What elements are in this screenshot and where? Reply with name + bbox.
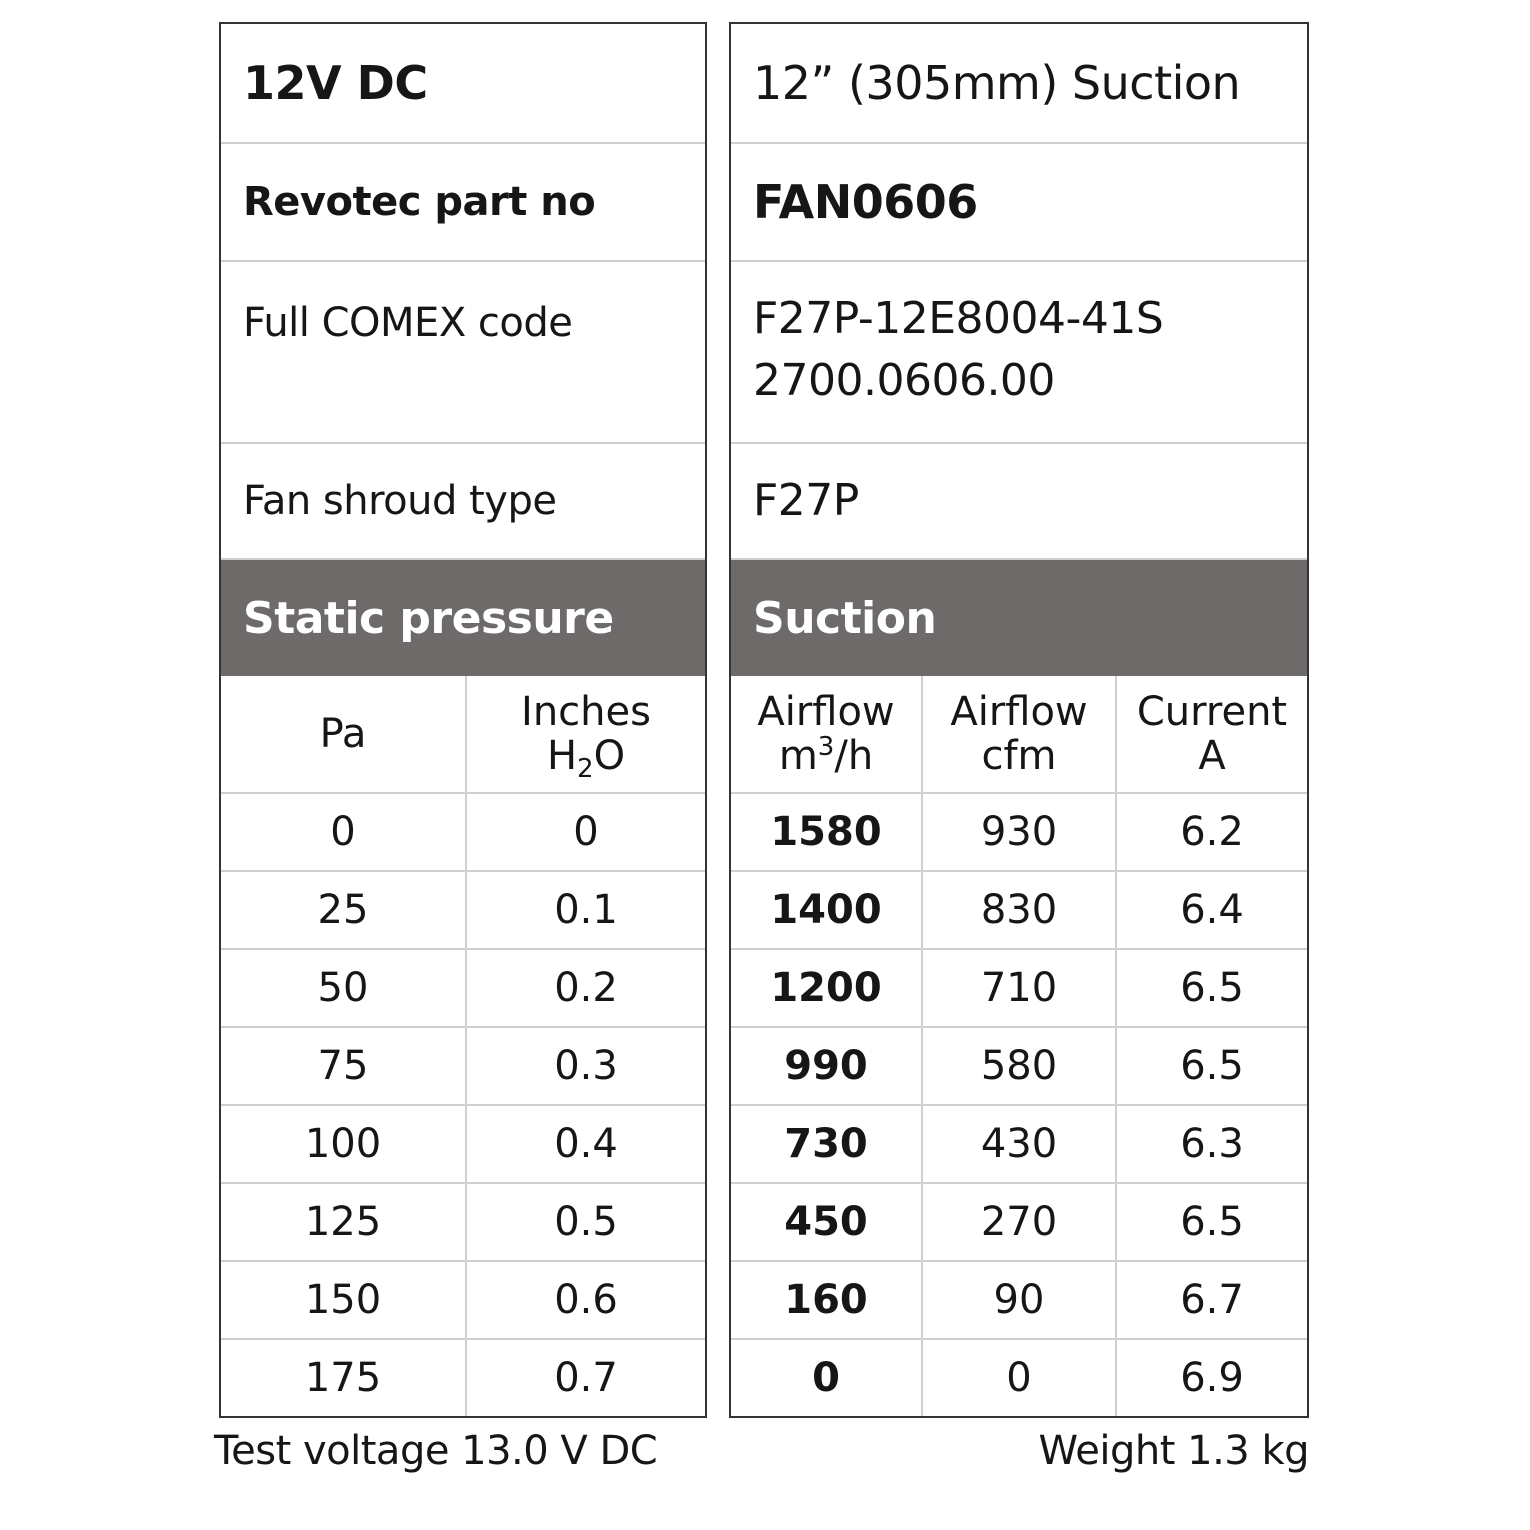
shroud-label: Fan shroud type — [243, 478, 557, 524]
table-row — [221, 1028, 705, 1106]
airflow-cfm-cell: 830 — [921, 872, 1115, 948]
inches-h2o-cell: 0.4 — [465, 1106, 705, 1182]
comex-label: Full COMEX code — [243, 300, 573, 346]
static-pressure-header — [221, 560, 705, 676]
current-cell: 6.5 — [1115, 1028, 1307, 1104]
table-row — [221, 1262, 705, 1340]
airflow-m3h-cell: 730 — [784, 1121, 868, 1167]
airflow-m3h-cell: 990 — [784, 1043, 868, 1089]
pa-cell: 175 — [304, 1355, 382, 1401]
column-header-airflow-cfm — [921, 676, 1115, 792]
voltage-title: 12V DC — [243, 56, 428, 110]
current-cell: 6.2 — [1115, 794, 1307, 870]
column-header-current — [1115, 676, 1307, 792]
column-header-inches-label: Inches — [521, 689, 651, 735]
airflow-cfm-label: Airflow — [950, 689, 1088, 735]
pa-cell: 125 — [304, 1199, 382, 1245]
airflow-m3h-cell: 450 — [784, 1199, 868, 1245]
inches-h2o-cell: 0.5 — [465, 1184, 705, 1260]
airflow-m3h-cell: 160 — [784, 1277, 868, 1323]
part-no-label: Revotec part no — [243, 179, 596, 225]
static-pressure-panel — [219, 22, 707, 1418]
unit-superscript: 3 — [817, 732, 835, 762]
airflow-cfm-cell: 580 — [921, 1028, 1115, 1104]
unit-per-hour: /h — [834, 733, 874, 779]
pa-cell: 25 — [317, 887, 369, 933]
inches-h2o-cell: 0 — [465, 794, 705, 870]
column-header-pa — [221, 676, 465, 792]
inches-h2o-cell: 0.1 — [465, 872, 705, 948]
suction-panel — [729, 22, 1309, 1418]
current-cell: 6.9 — [1115, 1340, 1307, 1416]
model-title: 12” (305mm) Suction — [753, 56, 1241, 110]
current-cell: 6.5 — [1115, 950, 1307, 1026]
table-row — [221, 1106, 705, 1184]
table-row — [731, 950, 1307, 1028]
current-cell: 6.7 — [1115, 1262, 1307, 1338]
inches-h2o-cell: 0.6 — [465, 1262, 705, 1338]
table-row — [731, 1028, 1307, 1106]
column-header-airflow-m3h — [731, 676, 921, 792]
airflow-m3h-unit — [779, 734, 873, 778]
table-row — [221, 950, 705, 1028]
suction-header — [731, 560, 1307, 676]
current-unit: A — [1198, 733, 1226, 779]
airflow-cfm-cell: 430 — [921, 1106, 1115, 1182]
airflow-cfm-unit: cfm — [981, 733, 1057, 779]
table-row — [731, 1262, 1307, 1340]
shroud-value: F27P — [753, 475, 859, 526]
pa-cell: 75 — [317, 1043, 369, 1089]
pa-cell: 150 — [304, 1277, 382, 1323]
current-cell: 6.5 — [1115, 1184, 1307, 1260]
h2o-subscript: 2 — [577, 754, 594, 784]
part-no-label-row — [221, 144, 705, 262]
h2o-h: H — [546, 733, 578, 779]
airflow-m3h-cell: 1580 — [770, 809, 882, 855]
airflow-m3h-label: Airflow — [757, 689, 895, 735]
airflow-cfm-cell: 0 — [921, 1340, 1115, 1416]
airflow-cfm-cell: 930 — [921, 794, 1115, 870]
h2o-o: O — [593, 733, 626, 779]
weight-note: Weight 1.3 kg — [1038, 1428, 1309, 1474]
pa-cell: 100 — [304, 1121, 382, 1167]
column-header-pa-label: Pa — [319, 711, 367, 757]
shroud-value-row — [731, 444, 1307, 560]
column-header-inches-h2o — [465, 676, 705, 792]
comex-codes — [753, 288, 1163, 412]
static-pressure-title: Static pressure — [243, 592, 614, 644]
table-row — [731, 1340, 1307, 1416]
unit-m: m — [778, 733, 818, 779]
current-cell: 6.3 — [1115, 1106, 1307, 1182]
part-no-value-row — [731, 144, 1307, 262]
table-row — [731, 872, 1307, 950]
pa-cell: 0 — [330, 809, 356, 855]
table-row — [731, 1184, 1307, 1262]
table-row — [731, 794, 1307, 872]
current-label: Current — [1136, 689, 1288, 735]
suction-title: Suction — [753, 592, 937, 644]
airflow-cfm-cell: 710 — [921, 950, 1115, 1026]
airflow-cfm-cell: 90 — [921, 1262, 1115, 1338]
voltage-row — [221, 24, 705, 144]
comex-code-line-1: F27P-12E8004-41S — [753, 293, 1164, 344]
static-pressure-column-headers — [221, 676, 705, 794]
airflow-m3h-cell: 1400 — [770, 887, 882, 933]
airflow-m3h-cell: 0 — [812, 1355, 840, 1401]
inches-h2o-cell: 0.3 — [465, 1028, 705, 1104]
table-row — [221, 1340, 705, 1416]
table-row — [221, 794, 705, 872]
shroud-label-row — [221, 444, 705, 560]
pa-cell: 50 — [317, 965, 369, 1011]
comex-value-row — [731, 262, 1307, 444]
comex-label-row — [221, 262, 705, 444]
airflow-cfm-cell: 270 — [921, 1184, 1115, 1260]
inches-h2o-cell: 0.7 — [465, 1340, 705, 1416]
column-header-h2o-label — [546, 733, 626, 784]
table-row — [221, 872, 705, 950]
airflow-m3h-cell: 1200 — [770, 965, 882, 1011]
table-row — [221, 1184, 705, 1262]
current-cell: 6.4 — [1115, 872, 1307, 948]
comex-code-line-2: 2700.0606.00 — [753, 355, 1055, 406]
inches-h2o-cell: 0.2 — [465, 950, 705, 1026]
test-voltage-note: Test voltage 13.0 V DC — [214, 1428, 658, 1474]
suction-column-headers — [731, 676, 1307, 794]
model-row — [731, 24, 1307, 144]
table-row — [731, 1106, 1307, 1184]
part-no-value: FAN0606 — [753, 175, 978, 229]
